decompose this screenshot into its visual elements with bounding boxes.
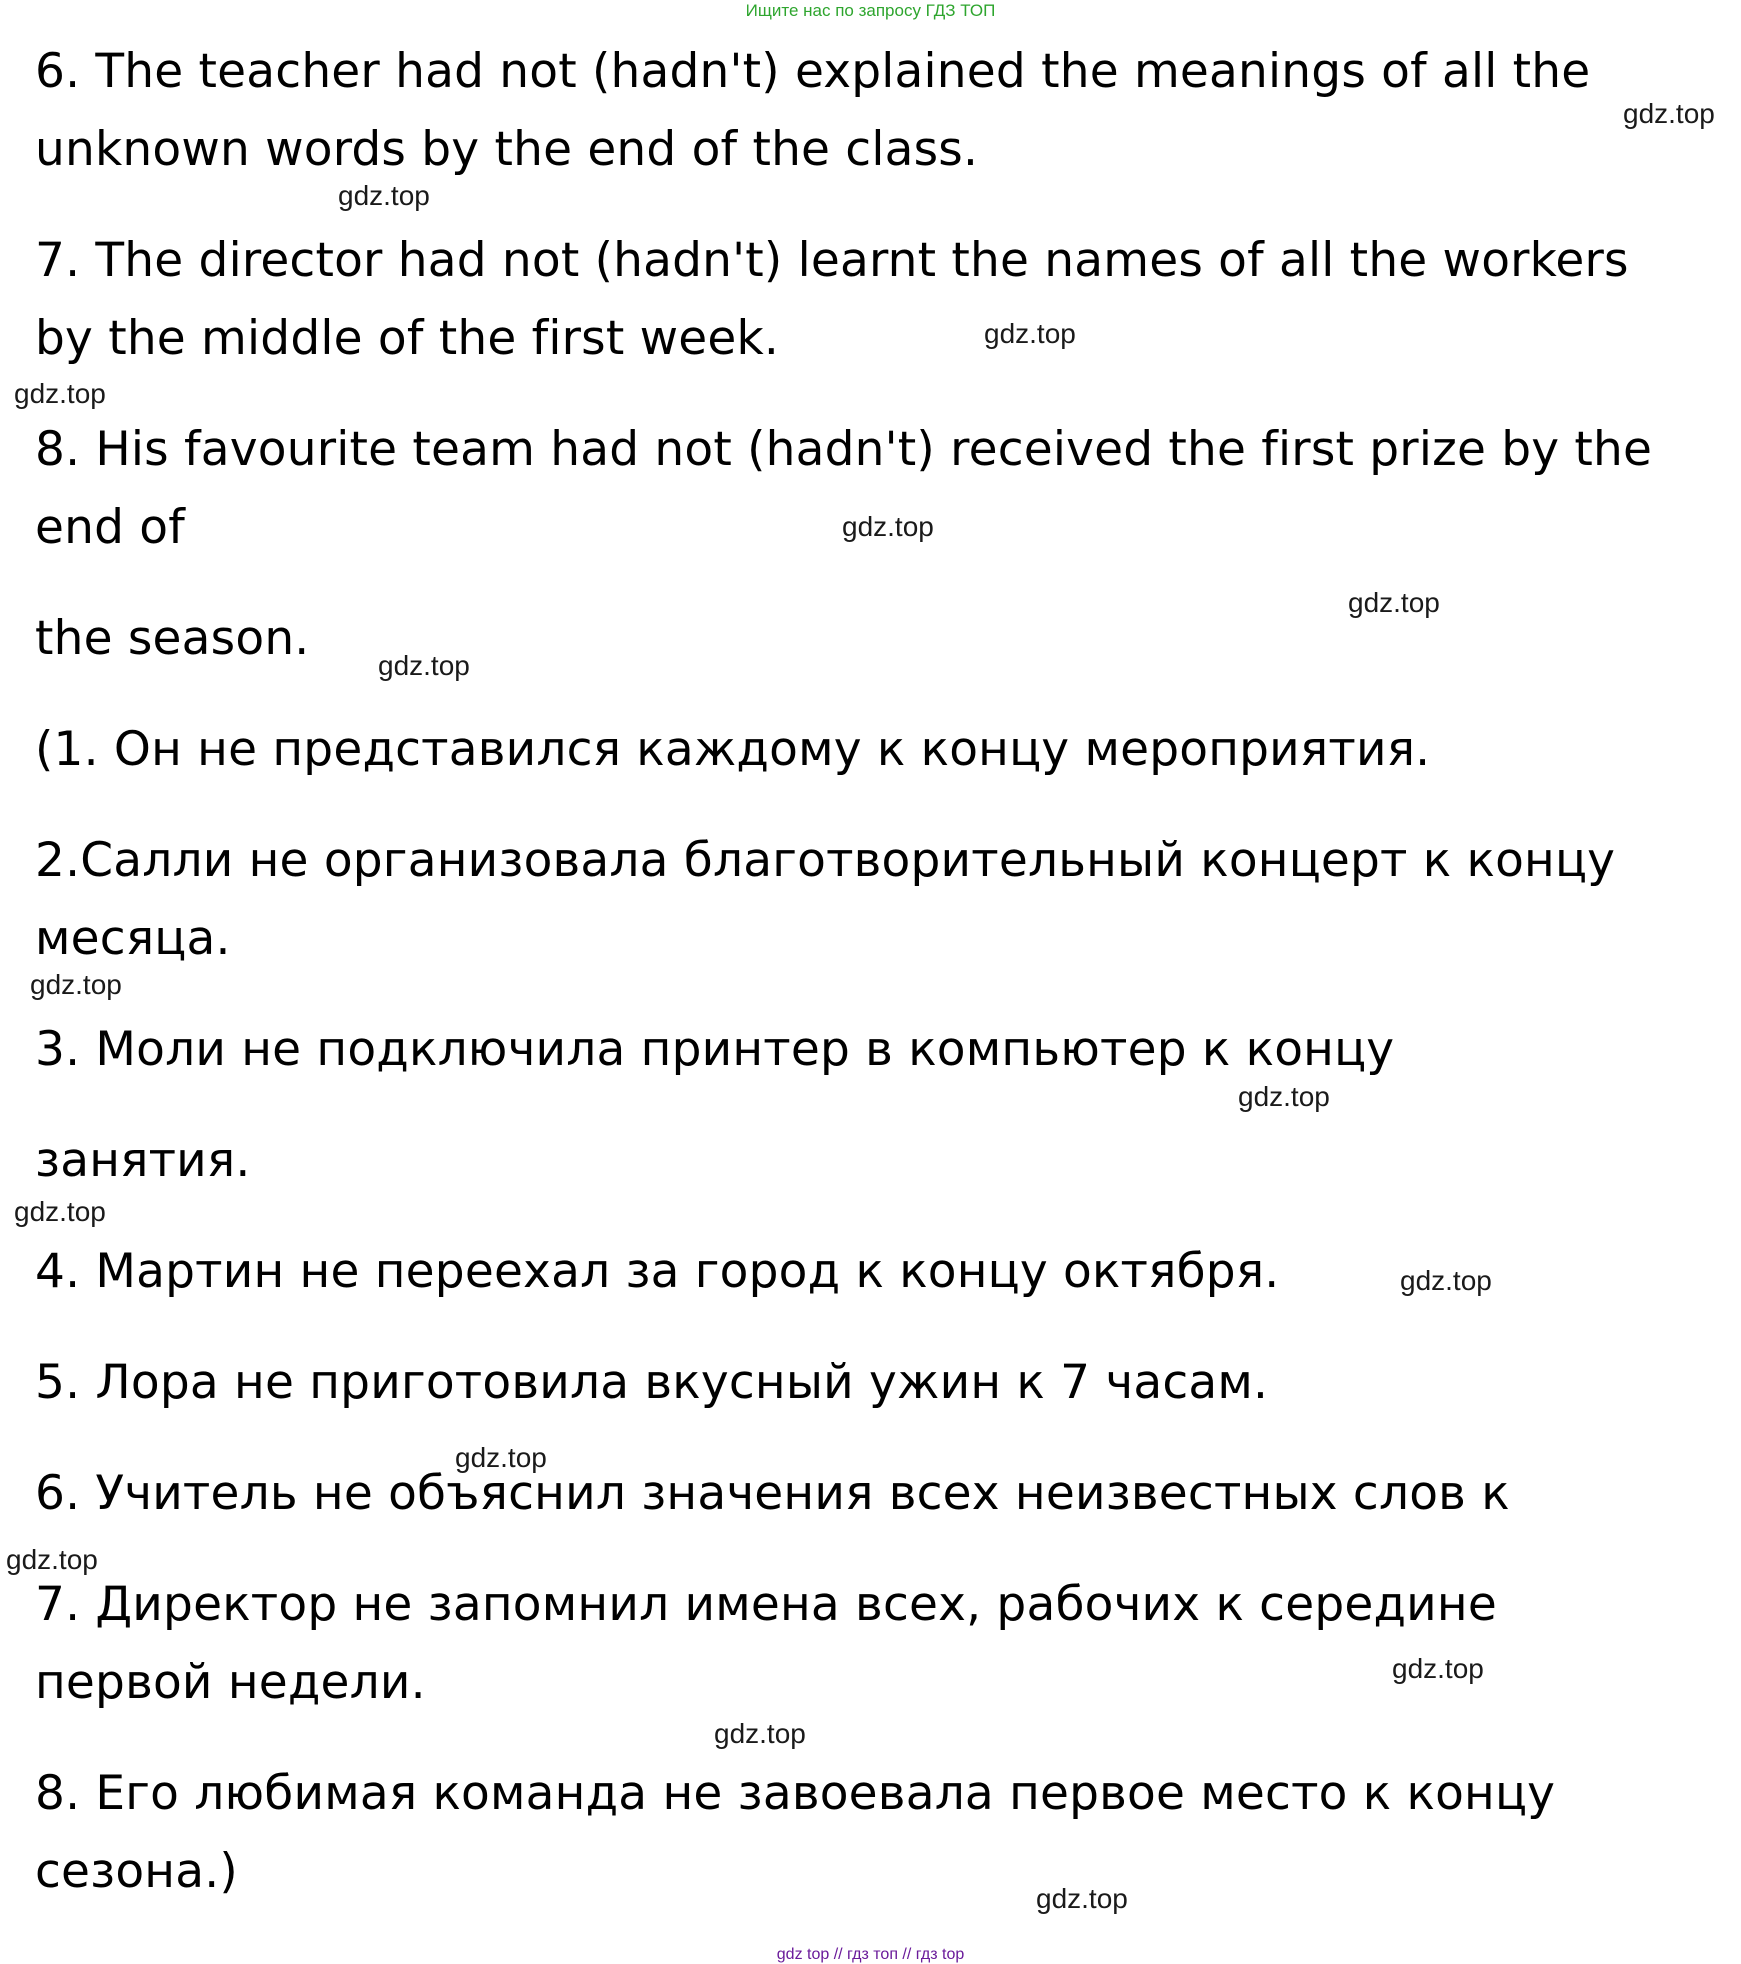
text-line: 7. The director had not (hadn't) learnt the names of all the workers: [35, 233, 1629, 288]
watermark: gdz.top: [378, 650, 470, 681]
watermark: gdz.top: [984, 318, 1076, 349]
text-line: занятия.: [35, 1133, 251, 1188]
watermark: gdz.top: [1623, 98, 1715, 129]
watermark: gdz.top: [14, 378, 106, 409]
text-line: 2.Салли не организовала благотворительный концерт к концу: [35, 833, 1616, 888]
watermark: gdz.top: [14, 1196, 106, 1227]
text-line: 6. The teacher had not (hadn't) explained the meanings of all the: [35, 44, 1591, 99]
watermark: gdz.top: [1400, 1265, 1492, 1296]
text-line: 7. Директор не запомнил имена всех, рабочих к середине: [35, 1577, 1497, 1632]
text-line: 3. Моли не подключила принтер в компьютер к концу: [35, 1022, 1395, 1077]
text-line: end of: [35, 500, 185, 555]
watermark: gdz.top: [1392, 1653, 1484, 1684]
text-line: сезона.): [35, 1844, 238, 1899]
watermark: gdz.top: [842, 511, 934, 542]
text-line: месяца.: [35, 911, 231, 966]
text-line: 8. Его любимая команда не завоевала первое место к концу: [35, 1766, 1556, 1821]
text-line: 8. His favourite team had not (hadn't) received the first prize by the: [35, 422, 1653, 477]
watermark: gdz.top: [714, 1718, 806, 1749]
text-line: 4. Мартин не переехал за город к концу октября.: [35, 1244, 1280, 1299]
text-line: unknown words by the end of the class.: [35, 122, 979, 177]
watermark: gdz.top: [1238, 1081, 1330, 1112]
text-line: the season.: [35, 611, 310, 666]
watermark: gdz.top: [6, 1544, 98, 1575]
watermark: gdz.top: [338, 180, 430, 211]
text-line: by the middle of the first week.: [35, 311, 780, 366]
footer-watermark: gdz top // гдз топ // гдз top: [776, 1946, 965, 1963]
text-line: первой недели.: [35, 1655, 426, 1710]
watermark: gdz.top: [1036, 1883, 1128, 1914]
search-banner: Ищите нас по запросу ГДЗ ТОП: [745, 1, 996, 20]
text-line: 5. Лора не приготовила вкусный ужин к 7 часам.: [35, 1355, 1269, 1410]
watermark: gdz.top: [1348, 587, 1440, 618]
text-line: 6. Учитель не объяснил значения всех неизвестных слов к: [35, 1466, 1510, 1521]
watermark: gdz.top: [455, 1442, 547, 1473]
watermark: gdz.top: [30, 969, 122, 1000]
text-line: (1. Он не представился каждому к концу мероприятия.: [35, 722, 1431, 777]
